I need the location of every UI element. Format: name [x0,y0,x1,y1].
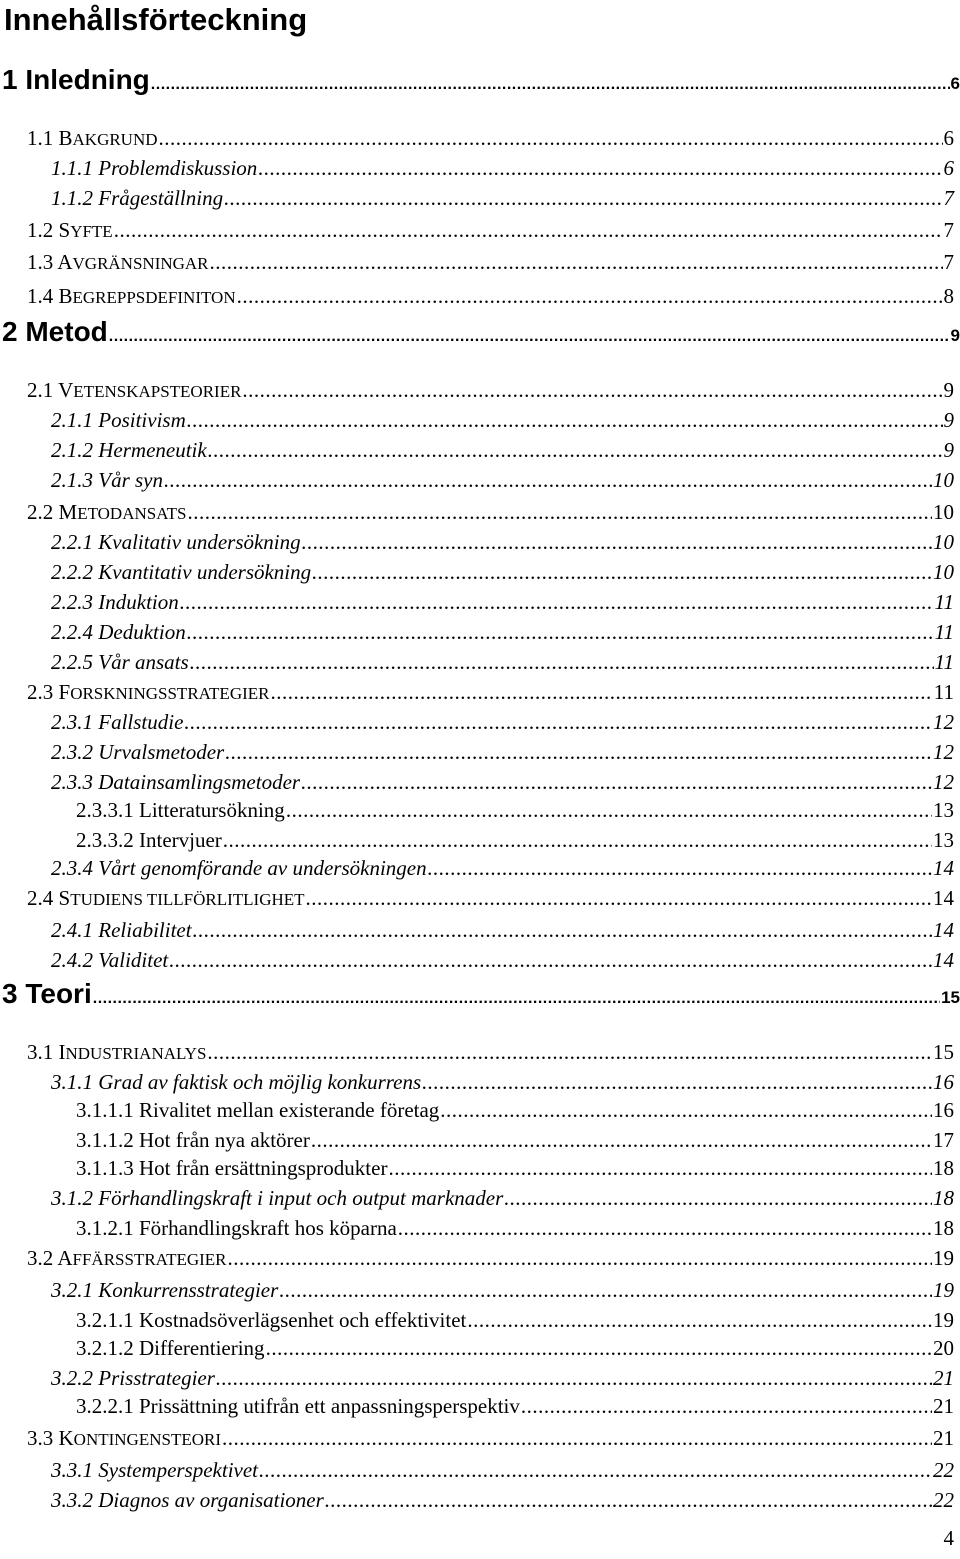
toc-entry-number: 3.3.1 [51,1458,93,1482]
dot-leader [190,648,934,676]
dot-leader [286,796,932,824]
dot-leader [467,1306,932,1334]
toc-entry[interactable] [51,1456,954,1484]
dot-leader [210,248,943,276]
dot-leader [302,528,932,556]
dot-leader [207,1038,932,1066]
toc-entry-text: Systemperspektivet [98,1458,259,1482]
dot-leader [180,588,934,616]
toc-entry-text: Vår syn [98,468,163,492]
toc-entry-number: 3.3 [27,1426,54,1450]
toc-entry-page: 13 [933,798,954,822]
toc-entry-label [51,946,168,974]
dot-leader [266,1334,932,1362]
dot-leader [521,1392,932,1420]
toc-entry-page: 7 [943,186,954,210]
toc-entry-text: Inledning [25,64,150,95]
toc-entry-number: 3.2.1 [51,1278,93,1302]
toc-entry-label [51,588,179,616]
toc-entry-page: 16 [933,1070,954,1094]
toc-entry-text: Konkurrensstrategier [98,1278,279,1302]
toc-entry-label [51,1364,215,1392]
dot-leader [223,826,932,854]
toc-entry-text-smallcaps: METODANSATS [58,500,187,524]
toc-entry-text: Urvalsmetoder [98,740,225,764]
toc-entry[interactable] [76,1392,954,1420]
toc-entry-number: 1.1.1 [51,156,93,180]
toc-entry-number: 2.4 [27,886,54,910]
toc-entry-page: 19 [933,1246,954,1270]
dot-leader [301,768,932,796]
toc-entry-page: 17 [933,1128,954,1152]
toc-entry-number: 2.2.4 [51,620,93,644]
toc-entry-text: Positivism [98,408,186,432]
toc-entry-label [27,216,113,246]
toc-entry[interactable] [51,648,954,676]
toc-entry[interactable] [51,558,954,586]
toc-entry-text: Teori [25,978,92,1009]
toc-entry-label [51,648,189,676]
toc-entry-number: 3.2 [27,1246,54,1270]
toc-entry-number: 2.1.2 [51,438,93,462]
toc-entry-page: 14 [933,918,954,942]
toc-entry-number: 1.4 [27,284,54,308]
toc-entry-label [2,314,108,350]
toc-entry-text: Rivalitet mellan existerande företag [139,1098,440,1122]
toc-entry-page: 8 [943,284,954,308]
toc-entry-label [51,854,427,882]
toc-entry-number: 3.2.2.1 [76,1394,134,1418]
toc-entry[interactable] [2,314,960,350]
toc-entry-text: Hermeneutik [98,438,207,462]
toc-entry-text: Reliabilitet [98,918,192,942]
toc-entry[interactable] [51,1068,954,1096]
toc-entry-text: Datainsamlingsmetoder [98,770,301,794]
toc-entry-number: 3 [2,978,18,1009]
toc-entry[interactable] [51,916,954,944]
toc-entry-number: 2.3.3.1 [76,798,134,822]
toc-entry-number: 3.2.1.2 [76,1336,134,1360]
toc-entry-text: Intervjuer [139,828,222,852]
toc-entry-label [76,1096,439,1124]
toc-entry[interactable] [76,1306,954,1334]
toc-entry[interactable] [51,528,954,556]
toc-entry-page: 19 [933,1278,954,1302]
toc-entry-number: 2.3.4 [51,856,93,880]
toc-entry-page: 14 [933,856,954,880]
toc-entry-label [51,1068,421,1096]
toc-entry-text-smallcaps: INDUSTRIANALYS [58,1040,207,1064]
toc-entry[interactable] [76,796,954,824]
toc-entry-label [51,184,223,212]
toc-entry-page: 9 [950,326,960,345]
toc-entry[interactable] [51,1184,954,1212]
dot-leader [187,498,932,526]
toc-entry-text: Prisstrategier [98,1366,215,1390]
dot-leader [259,1456,932,1484]
toc-entry-text-smallcaps: STUDIENS TILLFÖRLITLIGHET [58,886,305,910]
dot-leader [93,981,940,1017]
toc-entry[interactable] [76,1096,954,1124]
toc-entry-text: Frågeställning [98,186,224,210]
toc-entry-number: 1.3 [27,250,54,274]
dot-leader [222,1424,932,1452]
toc-entry-text-smallcaps: AVGRÄNSNINGAR [57,250,209,274]
toc-entry-number: 2.3 [27,680,54,704]
toc-entry[interactable] [51,466,954,494]
toc-entry-page: 14 [933,948,954,972]
toc-entry-page: 15 [941,988,960,1007]
toc-entry[interactable] [27,376,954,404]
toc-entry-page: 22 [933,1458,954,1482]
toc-entry-page: 21 [933,1366,954,1390]
toc-entry-label [76,1306,466,1334]
toc-entry[interactable] [2,976,960,1012]
dot-leader [258,154,942,182]
toc-entry-text-smallcaps: BAKGRUND [58,126,158,150]
dot-leader [325,1486,932,1514]
toc-entry-page: 22 [933,1488,954,1512]
toc-entry-number: 2.1 [27,378,54,402]
toc-entry-number: 3.1.2.1 [76,1216,134,1240]
toc-entry-number: 2.4.2 [51,948,93,972]
toc-entry-number: 2 [2,316,18,347]
toc-entry-text: Vår ansats [98,650,189,674]
toc-entry-text: Validitet [98,948,169,972]
toc-entry-text-smallcaps: SYFTE [58,218,113,242]
toc-entry-number: 3.3.2 [51,1488,93,1512]
dot-leader [224,184,942,212]
toc-entry-page: 10 [933,468,954,492]
toc-entry-number: 3.1.1 [51,1070,93,1094]
toc-entry-text: Kvalitativ undersökning [98,530,301,554]
toc-entry-number: 2.1.1 [51,408,93,432]
toc-entry[interactable] [51,768,954,796]
toc-entry-page: 11 [934,650,954,674]
toc-entry-number: 2.2.2 [51,560,93,584]
toc-entry-label [51,708,183,736]
toc-entry[interactable] [51,854,954,882]
dot-leader [187,406,943,434]
dot-leader [422,1068,932,1096]
toc-entry-label [27,678,269,708]
toc-entry[interactable] [76,1214,954,1242]
toc-entry-number: 2.2.5 [51,650,93,674]
toc-entry-label [51,528,301,556]
toc-entry-text: Induktion [98,590,179,614]
toc-entry-number: 3.1 [27,1040,54,1064]
toc-entry-label [76,1154,387,1182]
toc-entry-number: 3.1.2 [51,1186,93,1210]
toc-entry-text: Förhandlingskraft hos köparna [139,1216,397,1240]
toc-entry-page: 9 [943,378,954,402]
toc-entry-text: Problemdiskussion [98,156,258,180]
toc-entry-text-smallcaps: FORSKNINGSSTRATEGIER [58,680,270,704]
toc-entry-text: Hot från ersättningsprodukter [139,1156,388,1180]
toc-entry[interactable] [27,124,954,152]
toc-entry[interactable] [51,738,954,766]
toc-entry[interactable] [51,1364,954,1392]
toc-entry-page: 7 [943,250,954,274]
toc-entry-page: 18 [933,1156,954,1180]
toc-entry-text: Prissättning utifrån ett anpassningsperspektiv [139,1394,520,1418]
toc-entry-number: 2.2 [27,500,54,524]
toc-entry-number: 2.1.3 [51,468,93,492]
toc-entry-label [27,376,241,406]
dot-leader [504,1184,932,1212]
toc-entry-page: 9 [943,438,954,462]
toc-entry-text: Fallstudie [98,710,184,734]
toc-entry-page: 13 [933,828,954,852]
toc-entry-number: 3.1.1.3 [76,1156,134,1180]
toc-entry-label [51,738,224,766]
toc-entry-label [2,976,92,1012]
toc-entry-label [51,1456,258,1484]
toc-entry[interactable] [2,62,960,98]
toc-entry[interactable] [51,946,954,974]
dot-leader [187,618,934,646]
toc-entry-number: 3.2.1.1 [76,1308,134,1332]
toc-entry-page: 11 [933,680,954,704]
toc-entry[interactable] [27,248,954,276]
dot-leader [159,124,943,152]
toc-entry[interactable] [51,618,954,646]
toc-entry-text: Förhandlingskraft i input och output marknader [98,1186,504,1210]
toc-entry-text: Vårt genomförande av undersökningen [98,856,427,880]
toc-entry-page: 11 [934,590,954,614]
toc-entry[interactable] [51,708,954,736]
toc-entry-text: Hot från nya aktörer [139,1128,310,1152]
toc-entry-label [76,1334,265,1362]
toc-entry-label [51,466,163,494]
toc-entry[interactable] [76,1126,954,1154]
dot-leader [428,854,932,882]
toc-entry[interactable] [51,588,954,616]
toc-entry-page: 6 [943,156,954,180]
toc-entry-label [51,436,207,464]
dot-leader [306,884,932,912]
toc-entry[interactable] [27,1038,954,1066]
toc-entry-number: 1 [2,64,18,95]
toc-entry[interactable] [27,1424,954,1452]
dot-leader [169,946,932,974]
toc-entry-page: 12 [933,710,954,734]
toc-entry-number: 1.1.2 [51,186,93,210]
toc-entry-number: 2.2.3 [51,590,93,614]
toc-entry-page: 10 [933,500,954,524]
dot-leader [270,678,932,706]
toc-entry[interactable] [27,1244,954,1272]
dot-leader [109,319,950,355]
toc-entry-number: 3.1.1.2 [76,1128,134,1152]
toc-entry-label [27,884,305,914]
toc-entry-page: 12 [933,770,954,794]
toc-entry-label [76,796,285,824]
toc-entry-number: 1.2 [27,218,54,242]
dot-leader [228,1244,933,1272]
toc-entry[interactable] [27,282,954,310]
toc-entry-text-smallcaps: BEGREPPSDEFINITON [58,284,236,308]
dot-leader [151,67,950,103]
toc-entry-number: 2.3.3 [51,770,93,794]
toc-entry[interactable] [51,406,954,434]
toc-entry-page: 20 [933,1336,954,1360]
dot-leader [225,738,932,766]
toc-entry-page: 18 [933,1186,954,1210]
toc-entry-page: 9 [943,408,954,432]
toc-entry-text: Litteratursökning [139,798,285,822]
toc-entry-label [27,1424,221,1454]
toc-entry-label [51,154,257,182]
toc-entry[interactable] [27,498,954,526]
toc-entry-label [51,1184,503,1212]
toc-entry-page: 14 [933,886,954,910]
toc-entry-text: Metod [25,316,108,347]
toc-entry-text-smallcaps: VETENSKAPSTEORIER [58,378,242,402]
toc-entry-label [27,498,186,528]
toc-entry-page: 21 [933,1426,954,1450]
dot-leader [114,216,943,244]
toc-entry-page: 21 [933,1394,954,1418]
dot-leader [312,558,932,586]
toc-entry-label [51,1486,324,1514]
toc-entry[interactable] [51,1276,954,1304]
dot-leader [216,1364,932,1392]
toc-entry-label [51,558,311,586]
toc-entry-label [27,248,209,278]
dot-leader [193,916,932,944]
dot-leader [311,1126,932,1154]
toc-entry[interactable] [51,154,954,182]
toc-entry-text: Deduktion [98,620,186,644]
toc-entry-label [27,282,236,312]
toc-entry-label [51,618,186,646]
toc-entry[interactable] [51,436,954,464]
toc-entry-page: 18 [933,1216,954,1240]
toc-entry-page: 19 [933,1308,954,1332]
toc-entry-text-smallcaps: AFFÄRSSTRATEGIER [57,1246,227,1270]
toc-entry-page: 15 [933,1040,954,1064]
toc-entry-page: 10 [933,560,954,584]
dot-leader [242,376,942,404]
toc-entry-page: 11 [934,620,954,644]
dot-leader [279,1276,932,1304]
dot-leader [388,1154,932,1182]
toc-entry-label [76,1126,310,1154]
toc-entry[interactable] [27,216,954,244]
dot-leader [164,466,932,494]
toc-entry-text: Kostnadsöverlägsenhet och effektivitet [139,1308,467,1332]
toc-entry-label [51,916,192,944]
toc-entry-page: 10 [933,530,954,554]
toc-entry-label [76,1392,520,1420]
toc-entry-label [27,124,158,154]
toc-entry-page: 7 [943,218,954,242]
toc-entry-label [76,826,222,854]
toc-entry-label [27,1244,227,1274]
toc-entry-number: 1.1 [27,126,54,150]
dot-leader [398,1214,932,1242]
toc-entry-label [51,1276,278,1304]
toc-entry[interactable] [76,826,954,854]
toc-entry-number: 2.3.1 [51,710,93,734]
toc-entry-label [51,406,186,434]
toc-entry[interactable] [27,678,954,706]
toc-title: Innehållsförteckning [4,2,308,37]
toc-entry-label [51,768,300,796]
toc-entry-text: Diagnos av organisationer [98,1488,324,1512]
toc-entry[interactable] [76,1334,954,1362]
toc-entry-label [76,1214,397,1242]
toc-entry-number: 2.3.3.2 [76,828,134,852]
toc-entry[interactable] [76,1154,954,1182]
toc-entry-text-smallcaps: KONTINGENSTEORI [58,1426,221,1450]
toc-entry-label [27,1038,206,1068]
toc-entry-number: 2.4.1 [51,918,93,942]
page-number: 4 [943,1526,954,1550]
toc-entry-text: Differentiering [139,1336,265,1360]
dot-leader [184,708,932,736]
toc-entry-text: Kvantitativ undersökning [98,560,312,584]
toc-entry-text: Grad av faktisk och möjlig konkurrens [98,1070,422,1094]
toc-entry-page: 12 [933,740,954,764]
toc-entry-number: 3.2.2 [51,1366,93,1390]
toc-entry[interactable] [51,184,954,212]
toc-entry-page: 16 [933,1098,954,1122]
dot-leader [208,436,943,464]
toc-entry-page: 6 [950,74,960,93]
toc-entry-number: 2.3.2 [51,740,93,764]
toc-entry-page: 6 [943,126,954,150]
toc-entry-number: 3.1.1.1 [76,1098,134,1122]
toc-entry[interactable] [27,884,954,912]
dot-leader [237,282,943,310]
toc-entry-number: 2.2.1 [51,530,93,554]
toc-entry-label [2,62,150,98]
dot-leader [440,1096,932,1124]
toc-entry[interactable] [51,1486,954,1514]
